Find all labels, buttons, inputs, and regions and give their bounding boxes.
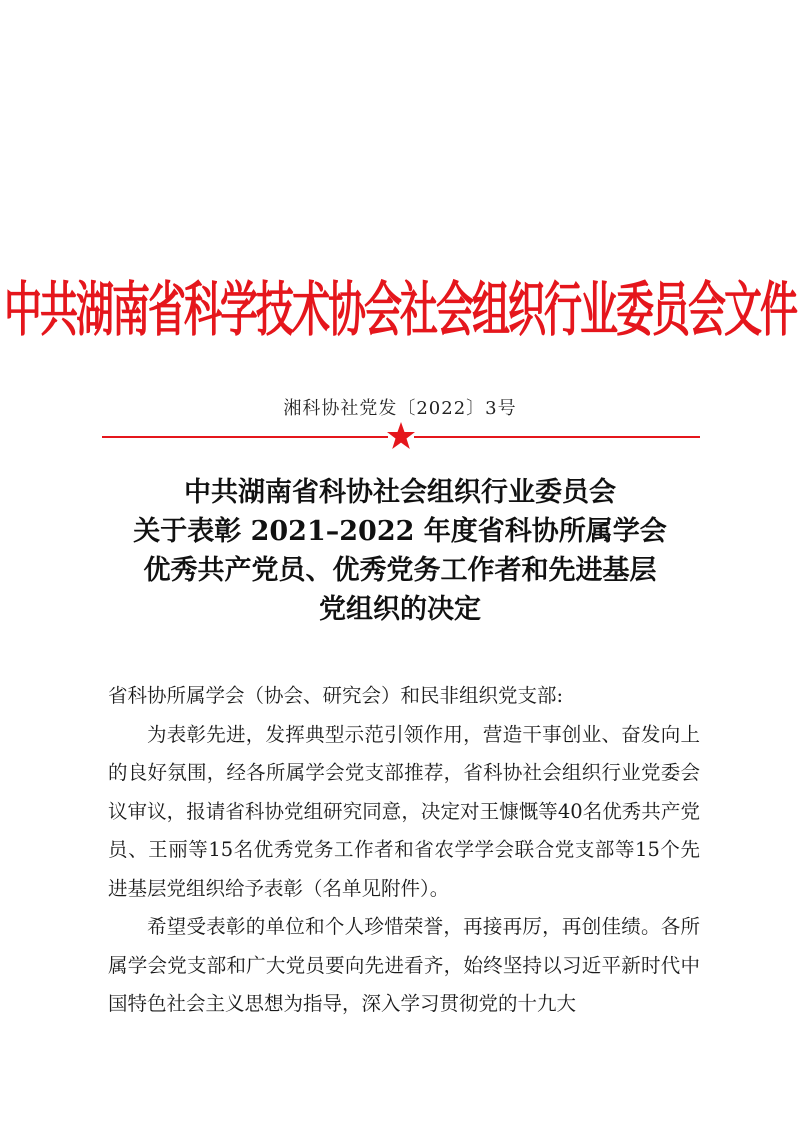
body-paragraph-1: 为表彰先进，发挥典型示范引领作用，营造干事创业、奋发向上的良好氛围，经各所属学会党支部推荐，省科协社会组织行业党委会议审议，报请省科协党组研究同意，决定对王慷慨等40名优秀共产党员、王丽等15名优秀党务工作者和省农学学会联合党支部等15个先进基层党组织给予表彰（名单见附件）。 [108, 722, 700, 900]
title-line-1: 中共湖南省科协社会组织行业委员会 [184, 477, 616, 508]
decision-title [0, 473, 800, 629]
document-number: 湘科协社党发〔2022〕3号 [283, 398, 517, 419]
salutation: 省科协所属学会（协会、研究会）和民非组织党支部: [108, 684, 564, 707]
document-body [108, 677, 700, 1024]
red-star-icon [386, 421, 416, 451]
title-line-3: 优秀共产党员、优秀党务工作者和先进基层 [143, 555, 657, 586]
red-divider-right [414, 436, 700, 438]
title-line-4: 党组织的决定 [319, 594, 481, 625]
title-line-2: 关于表彰 2021–2022 年度省科协所属学会 [133, 516, 667, 547]
red-divider-left [102, 436, 388, 438]
document-masthead: 中共湖南省科学技术协会社会组织行业委员会文件 [3, 274, 796, 345]
body-paragraph-2: 希望受表彰的单位和个人珍惜荣誉，再接再厉，再创佳绩。各所属学会党支部和广大党员要向先进看齐，始终坚持以习近平新时代中国特色社会主义思想为指导，深入学习贯彻党的十九大 [108, 915, 700, 1015]
